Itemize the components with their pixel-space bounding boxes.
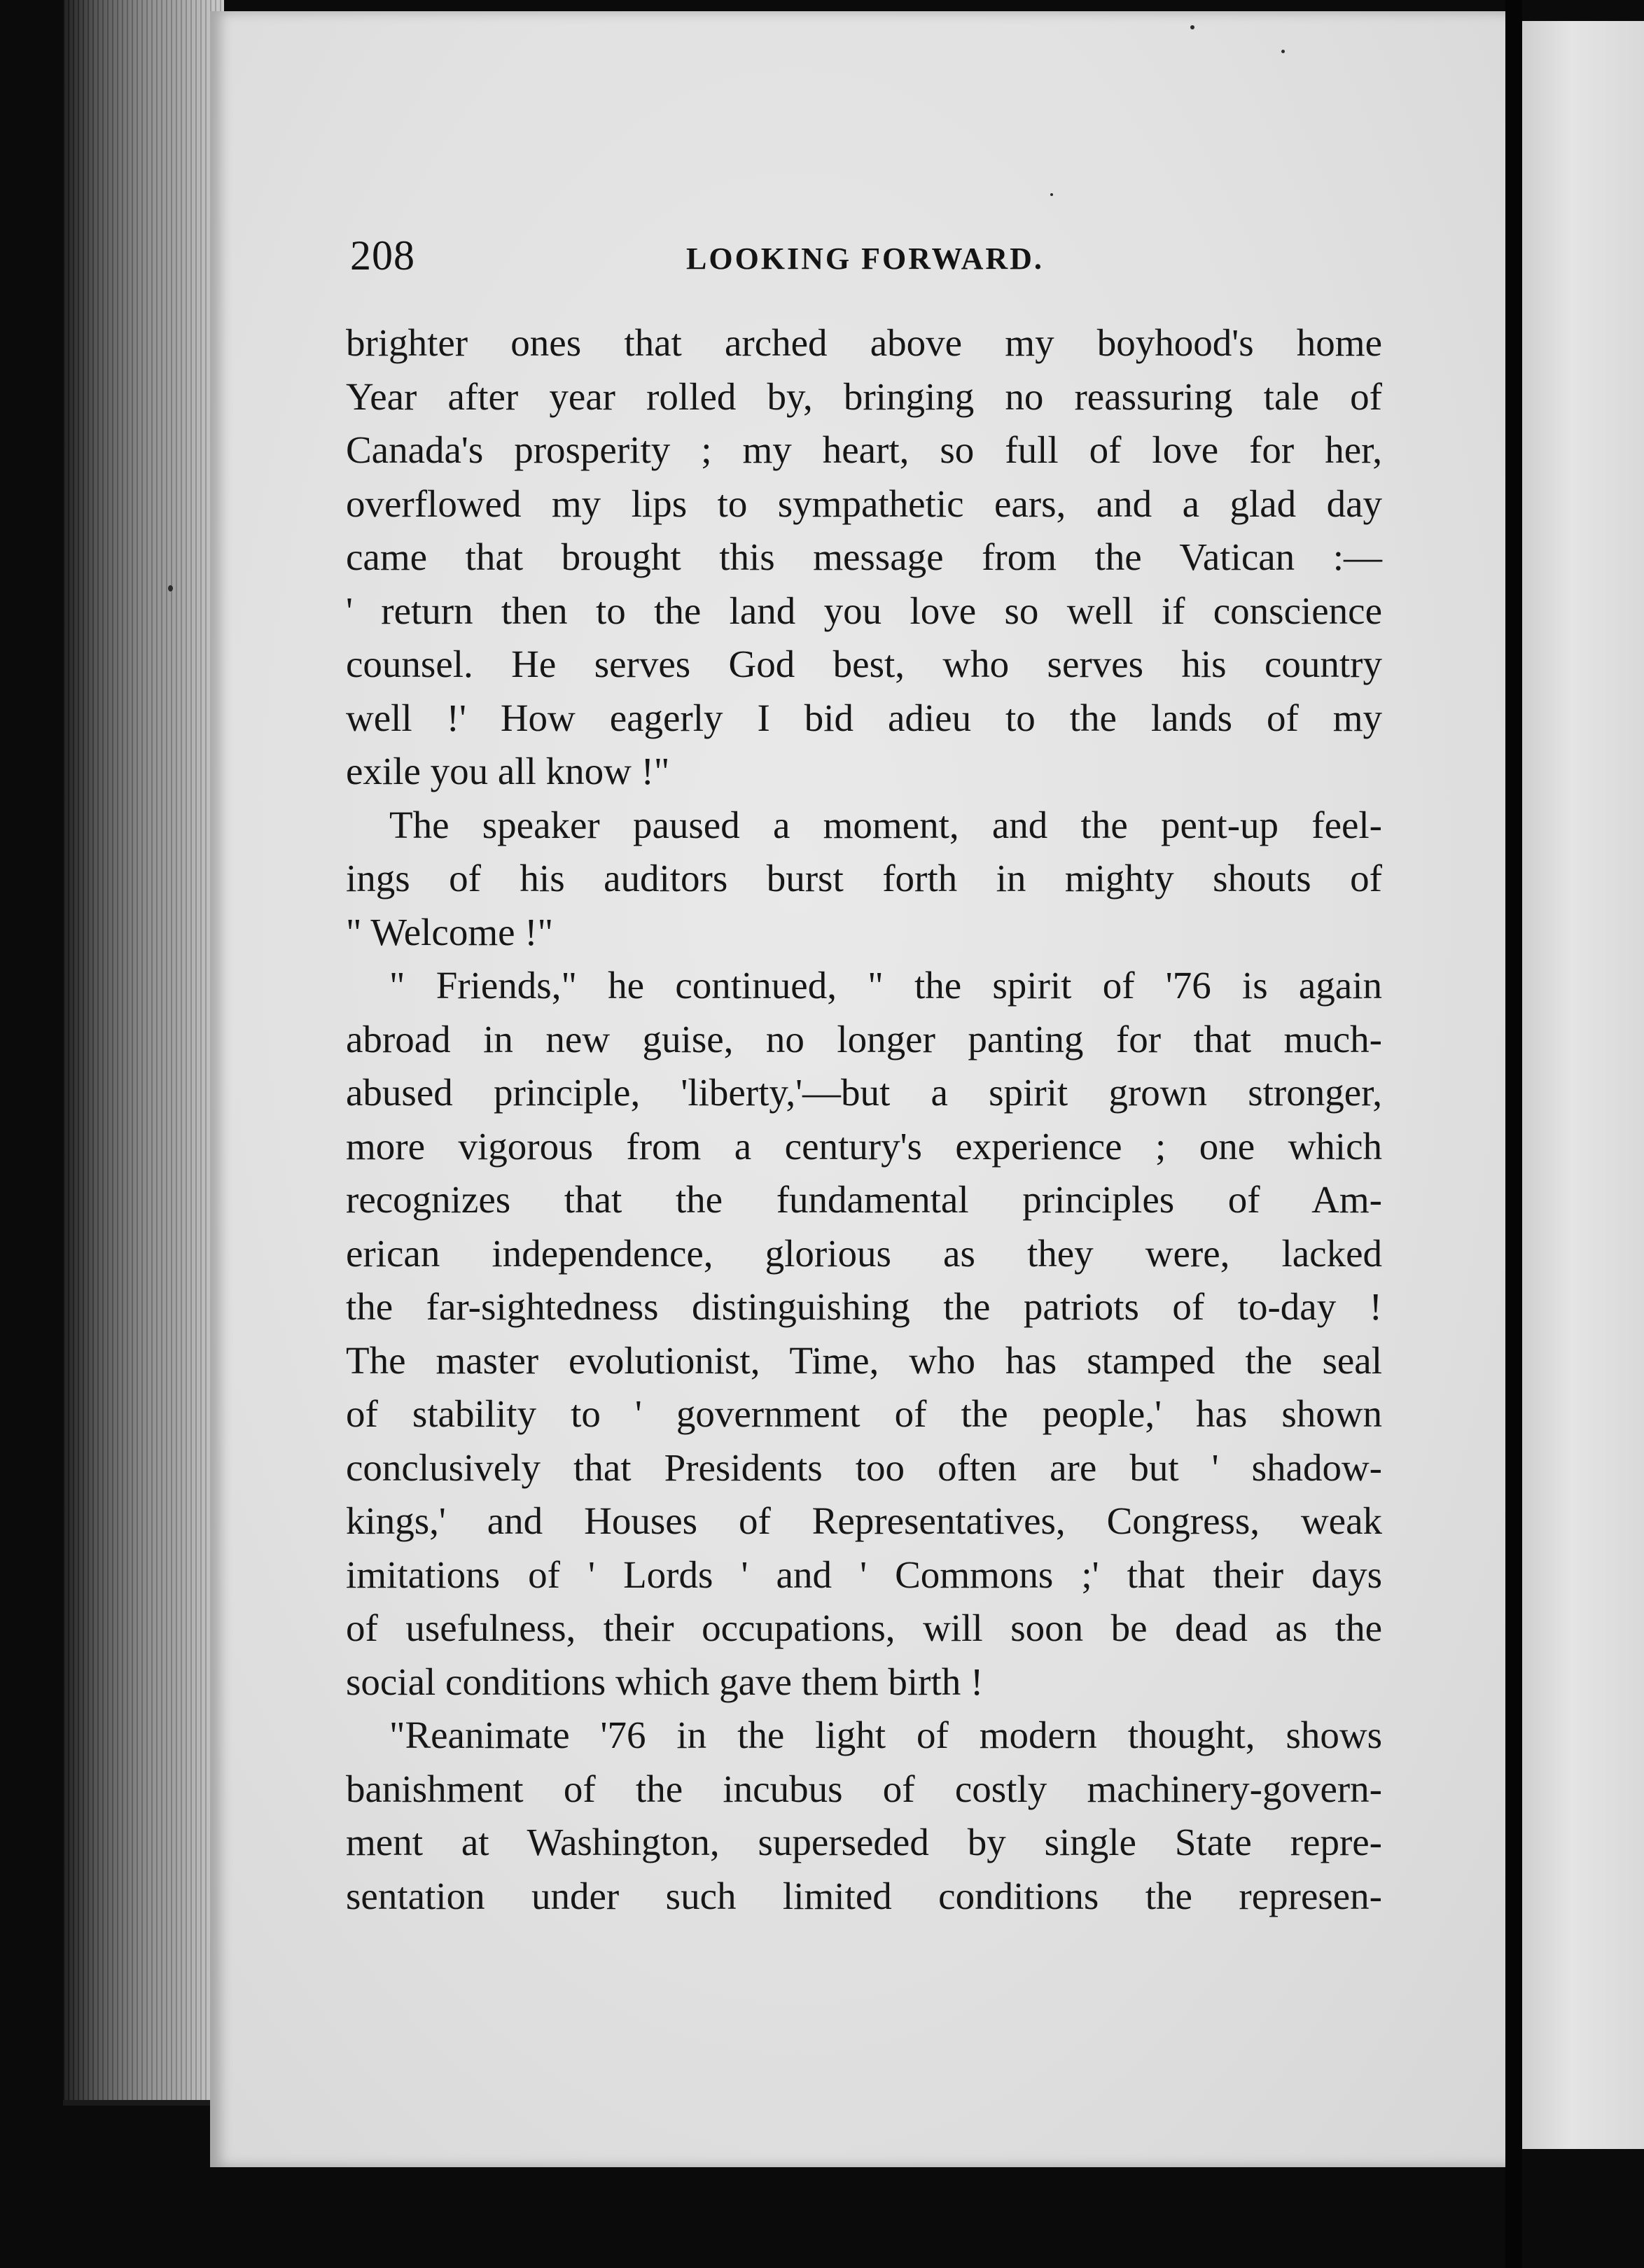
text-line: conclusively that Presidents too often are but ' shadow- [346,1446,1382,1489]
text-line: ings of his auditors burst forth in mighty shouts of [346,857,1382,899]
text-line: the far-sightedness distinguishing the patriots of to-day ! [346,1285,1382,1328]
ink-speck [1281,50,1285,53]
text-line: The master evolutionist, Time, who has stamped the seal [346,1338,1382,1382]
text-line: kings,' and Houses of Representatives, Congress, weak [346,1499,1382,1542]
page-header [350,231,1386,280]
text-line: " Welcome !" [346,910,554,953]
text-line: ' return then to the land you love so well if conscience [346,589,1382,632]
text-line: abused principle, 'liberty,'—but a spirit grown stronger, [346,1071,1382,1114]
text-line: "Reanimate '76 in the light of modern thought, shows [389,1714,1382,1756]
adjacent-page-edge [1522,21,1644,2149]
text-line: ment at Washington, superseded by single State repre- [346,1821,1382,1863]
paragraph [346,799,1382,960]
text-line: Canada's prosperity ; my heart, so full of love for her, [346,428,1382,471]
page-number: 208 [350,232,415,279]
text-line: imitations of ' Lords ' and ' Commons ;' that their days [346,1553,1382,1596]
text-line: social conditions which gave them birth ! [346,1660,984,1703]
page-gutter [1505,0,1522,2268]
text-line: well !' How eagerly I bid adieu to the lands of my [346,696,1382,739]
running-head: LOOKING FORWARD. [686,241,1044,276]
text-line: recognizes that the fundamental principles of Am- [346,1178,1382,1221]
text-line: exile you all know !" [346,750,670,792]
paragraph [346,316,1382,799]
ink-speck [168,585,173,592]
ink-speck [1050,193,1053,196]
text-line: of usefulness, their occupations, will soon be dead as the [346,1606,1382,1649]
body-text [346,316,1382,1923]
paragraph [346,959,1382,1709]
paragraph [346,1709,1382,1923]
text-line: erican independence, glorious as they were, lacked [346,1231,1382,1275]
text-line: overflowed my lips to sympathetic ears, and a glad day [346,482,1382,525]
text-line: brighter ones that arched above my boyhood's home [346,321,1382,364]
book-page-edges [63,0,224,2106]
text-line: more vigorous from a century's experience ; one which [346,1124,1382,1168]
text-line: " Friends," he continued, " the spirit of '76 is again [389,964,1382,1007]
text-line: came that brought this message from the Vatican :— [346,536,1382,578]
text-line: of stability to ' government of the people,' has shown [346,1392,1382,1435]
text-line: abroad in new guise, no longer panting for that much- [346,1017,1382,1060]
text-line: Year after year rolled by, bringing no reassuring tale of [346,374,1382,418]
text-line: The speaker paused a moment, and the pent-up feel- [389,803,1382,846]
ink-speck [1190,25,1194,29]
text-line: counsel. He serves God best, who serves his country [346,643,1382,685]
text-line: banishment of the incubus of costly machinery-govern- [346,1767,1382,1810]
text-line: sentation under such limited conditions the represen- [346,1874,1382,1917]
